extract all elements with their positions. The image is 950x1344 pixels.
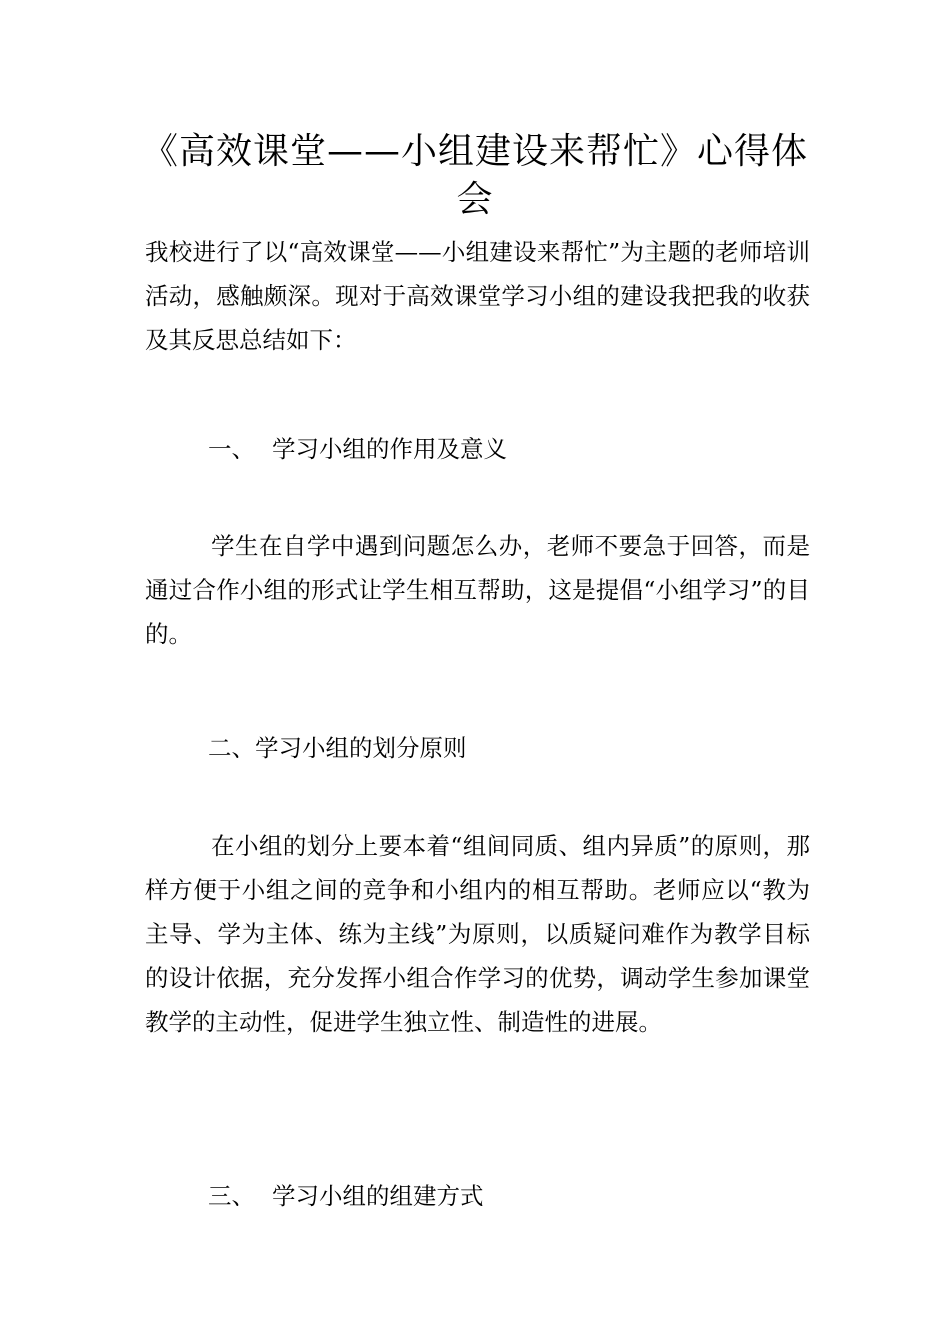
section-1-heading xyxy=(208,427,507,471)
section-1-paragraph: 学生在自学中遇到问题怎么办，老师不要急于回答，而是通过合作小组的形式让学生相互帮助，这是提倡“小组学习”的目的。 xyxy=(145,532,810,648)
intro-paragraph: 我校进行了以“高效课堂——小组建设来帮忙”为主题的老师培训活动，感触颇深。现对于高效课堂学习小组的建设我把我的收获及其反思总结如下： xyxy=(145,238,810,354)
section-2-paragraph: 在小组的划分上要本着“组间同质、组内异质”的原则，那样方便于小组之间的竞争和小组内的相互帮助。老师应以“教为主导、学为主体、练为主线”为原则，以质疑问难作为教学目标的设计依据，充分发挥小组合作学习的优势，调动学生参加课堂教学的主动性，促进学生独立性、制造性的进展。 xyxy=(145,832,810,1036)
section-1-number: 一、 xyxy=(208,435,255,463)
section-2-heading: 二、学习小组的划分原则 xyxy=(208,734,467,762)
document-title: 《高效课堂——小组建设来帮忙》心得体会 xyxy=(141,131,808,220)
section-3-heading xyxy=(208,1174,484,1218)
section-1-title: 学习小组的作用及意义 xyxy=(272,435,507,463)
section-3-title: 学习小组的组建方式 xyxy=(272,1182,484,1210)
section-3-number: 三、 xyxy=(208,1182,255,1210)
